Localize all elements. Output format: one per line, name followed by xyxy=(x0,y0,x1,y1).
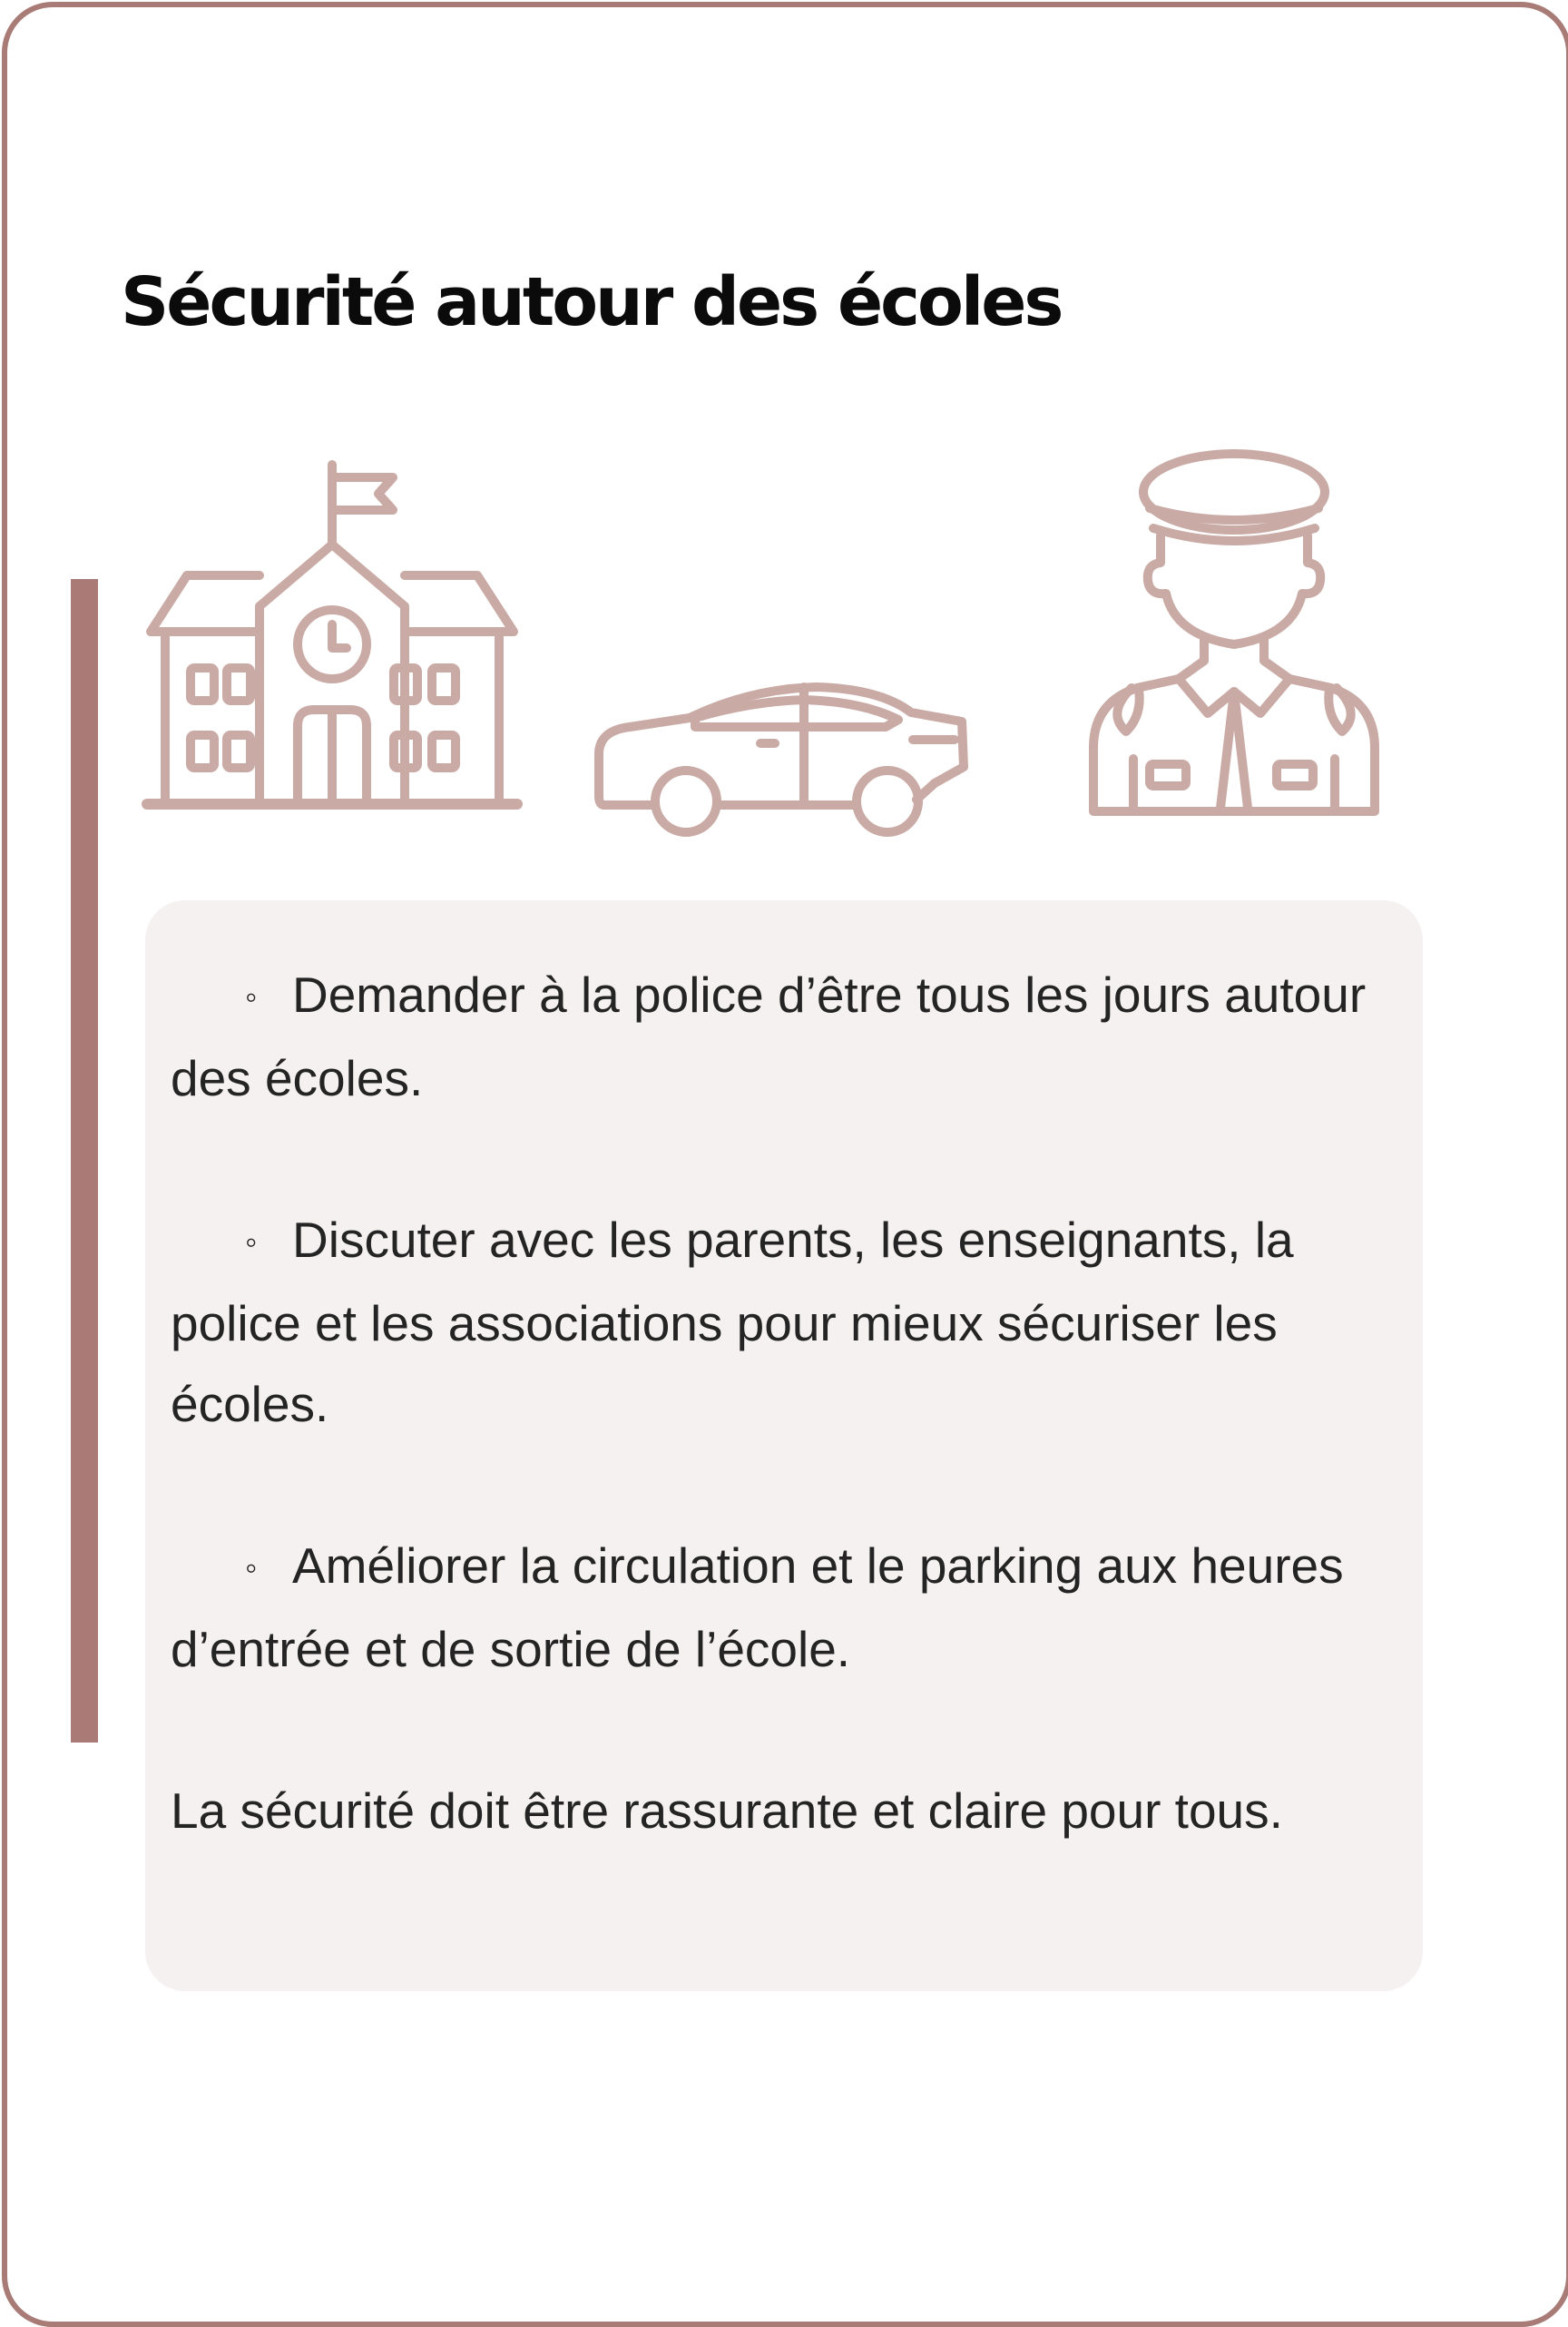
accent-bar xyxy=(71,579,98,1743)
bullet-icon: ◦ xyxy=(245,1223,258,1262)
conclusion-text: La sécurité doit être rassurante et claire pour tous. xyxy=(171,1782,1283,1839)
list-item xyxy=(171,1526,1414,1690)
page-title: Sécurité autour des écoles xyxy=(121,263,1062,341)
police-officer-icon xyxy=(1084,445,1384,826)
list-item-text: Améliorer la circulation et le parking aux heures d’entrée et de sortie de l’école. xyxy=(171,1537,1344,1677)
bullet-icon: ◦ xyxy=(245,1549,258,1587)
bullet-icon: ◦ xyxy=(245,978,258,1016)
list-item-text: Demander à la police d’être tous les jours autour des écoles. xyxy=(171,967,1367,1106)
car-icon xyxy=(590,676,980,839)
list-item-text: Discuter avec les parents, les enseignants, la police et les associations pour mieux sécuriser les écoles. xyxy=(171,1212,1294,1432)
list-item xyxy=(171,955,1414,1119)
list-item xyxy=(171,1200,1414,1445)
content-text xyxy=(171,955,1414,1851)
school-building-icon xyxy=(136,454,526,817)
